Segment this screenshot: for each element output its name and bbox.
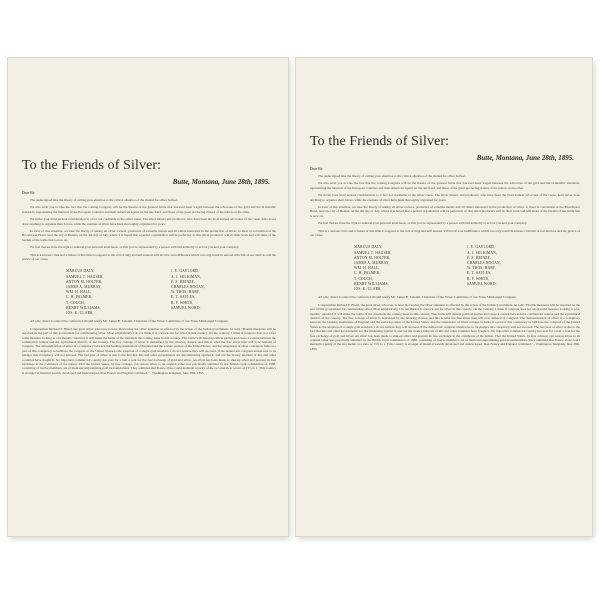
salutation: Dear Sir: xyxy=(22,191,36,195)
signer-name: W. THOS. HART, xyxy=(171,290,200,295)
paragraph: We invite your most serious consideration to a fact not creditable to the silver cause. The silver miners and producers, who have been the most earnest advocates of the cause, have never done anything to organize their forces, while the enemies of silver have been thoroughly organized for years. xyxy=(22,217,276,226)
signer-name: MARCUS DALY, xyxy=(66,269,95,274)
signer-name: SAMUEL T. HAUSER, xyxy=(354,250,392,255)
telegram-quote: Congressman Richard P. Bland, the great silver advocate, is here. Reviewing the silver situation as affected by the action of the Indian government, he said: "Hostile measures will be required on the part of this government for commanding silver. Most emphatically I do not think it is a knock-out for silver in this country. On the contrary, I think if congress does not adopt some measure looking to a bi-metallic standard, it will make the battle of the standards the coming issue in this country. This battle will disrupt political parties and cause a contest between the commercial centers and the agricultural districts of the country. The free coinage of silver is demanded by the laboring classes, and this is what the free silver men will now demand of congress. The demonetization of silver is a conspiracy between the banking institutions of England and the eastern portion of the United States, and the suspension of silver coinage in India is a part of this conspiracy to bulldoze the congress of the United States to the adoption of a single gold standard. I do not believe they will succeed. If the democratic congress stands true to its pledges this conspiracy will not succeed. The last year of silver is due to the fact that this and other governments are discriminating against it, and not the money interests of this and other countries have fought it. No important commercial country has ever for a half a cent for the free exchange of gold and silver. An effort has been made to shut up silver and prevent its free exchange in the commerce of the nation. That the United States, by free coinage, can restore silver to its original value was practically admitted by the British royal commission of 1888, consisting of twelve members, six of them uncompromising gold monometallists. They admitted that France alone could maintain a parity of the two metals at a ratio of 15½ to 1. This country is stronger in material wealth, developed and undeveloped, than France and England combined." - Washington Telegram, June 28th, 1895. xyxy=(310,302,580,351)
signer-name: JAMES A. MURRAY, xyxy=(354,261,390,266)
signer-name: T. COUCH, xyxy=(354,276,374,281)
dateline: Butte, Montana, June 28th, 1895. xyxy=(476,154,574,162)
dateline: Butte, Montana, June 28th, 1895. xyxy=(172,178,270,186)
paragraph: We invite your most serious consideration to a fact not creditable to the silver cause. The silver miners and producers, who have been the most earnest advocates of the cause, have never done anything to organize their forces, while the enemies of silver have been thoroughly organized for years. xyxy=(310,193,580,202)
signer-name: R. F. WHITE, xyxy=(171,300,194,305)
paragraph: We also wish you to take the fact that the coming Congress will be the theatre of the greatest battle that has ever been waged between the advocates of the gold and the bi-metallic standards, representing the interests of the European countries and their American agents on the one hand, and those of the great producing classes of the nation on the other. xyxy=(310,181,580,190)
signer-name: JAMES A. MURRAY, xyxy=(66,285,102,290)
signer-name: ANTON M. HOLTER, xyxy=(354,255,391,260)
letter-sheet-right xyxy=(296,58,592,536)
signer-list xyxy=(354,245,580,292)
signer-name: WM. H. HALL, xyxy=(354,266,380,271)
letter-sheet-left xyxy=(8,58,288,536)
signer-name: WM. H. HALL, xyxy=(66,290,92,295)
telegram-quote: Congressman Richard P. Bland, the great silver advocate, is here. Reviewing the silver situation as affected by the action of the Indian government, he said: "Hostile measures will be required on the part of this government for commanding silver. Most emphatically I do not think it is a knock-out for silver in this country. On the contrary, I think if congress does not adopt some measure looking to a bi-metallic standard, it will make the battle of the standards the coming issue in this country. This battle will disrupt political parties and cause a contest between the commercial centers and the agricultural districts of the country. The free coinage of silver is demanded by the laboring classes, and this is what the free silver men will now demand of congress. The demonetization of silver is a conspiracy between the banking institutions of England and the eastern portion of the United States, and the suspension of silver coinage in India is a part of this conspiracy to bulldoze the congress of the United States to the adoption of a single gold standard. I do not believe they will succeed. If the democratic congress stands true to its pledges this conspiracy will not succeed. The last year of silver is due to the fact that this and other governments are discriminating against it, and not the money interests of this and other countries have fought it. No important commercial country has ever for a half a cent for the free exchange of gold and silver. An effort has been made to shut up silver and prevent its free exchange in the commerce of the nation. That the United States, by free coinage, can restore silver to its original value was practically admitted by the British royal commission of 1888, consisting of twelve members, six of them uncompromising gold monometallists. They admitted that France alone could maintain a parity of the two metals at a ratio of 15½ to 1. This country is stronger in material wealth, developed and undeveloped, than France and England combined." - Washington Telegram, June 28th, 1895. xyxy=(22,326,277,375)
convention-note: All who desire to attend the conference should notify Mr. James B. Leleigh, Chairman of the Silver Committee of the Trans-Mississippi Congress. xyxy=(318,295,517,300)
signer-name: W. THOS. HART, xyxy=(467,266,496,271)
paragraph: We also wish you to take the fact that the coming Congress will be the theatre of the greatest battle that has ever been waged between the advocates of the gold and the bi-metallic standards, representing the interests of the European countries and their American agents on the one hand, and those of the great producing classes of the nation on the other. xyxy=(22,205,276,214)
paragraph: The undersigned take the liberty of calling your attention to the critical situation of the market for silver bullion. xyxy=(318,174,466,178)
letter-body xyxy=(310,58,580,536)
paragraph: We feel that we have the right to demand your personal attendance, or that you be represented by a person with full authority to act for you and your company. xyxy=(30,245,240,250)
paragraph: We feel that we have the right to demand your personal attendance, or that you be represented by a person with full authority to act for you and your company. xyxy=(318,221,528,226)
letter-body xyxy=(22,58,276,536)
signer-name: J. E. GAYLORD, xyxy=(467,245,496,250)
paragraph: In view of this situation, we take the liberty of asking all silver owners, producers of valuable metals and all others interested in the production of silver, to meet in convention at the Broadwater Hotel, near the city of Helena, on the 4th day of July, where it is hoped that a perfect organization will be perfected, so that silver producers will do their work and will share of the burden of the battle that is now on. xyxy=(22,229,276,242)
signer-name: ANTON M. HOLTER, xyxy=(66,279,103,284)
signer-name: C. H. PALMER, xyxy=(354,271,381,276)
signer-name: SAMUEL WORD. xyxy=(467,281,497,286)
signer-name: CHARLES HOGAN, xyxy=(467,261,501,266)
signer-name: F. A. HEINZE, xyxy=(171,279,196,284)
signer-name: CHARLES HOGAN, xyxy=(171,285,205,290)
signer-name: A. J. SELIGMAN, xyxy=(171,274,202,279)
signer-name: JOS. K. CLARK. xyxy=(354,287,383,292)
paragraph: This is a serious crisis and a failure at this time to respond to the call of duty and self-interest will involve an indifference which can only result in serious criticism of our motives and the justice of our cause. xyxy=(310,228,580,238)
letter-title: To the Friends of Silver: xyxy=(22,158,162,173)
signer-name: C. H. PALMER, xyxy=(66,295,93,300)
salutation: Dear Sir: xyxy=(310,167,324,171)
signer-list xyxy=(66,269,276,316)
paragraph: The undersigned take the liberty of calling your attention to the critical situation of the market for silver bullion. xyxy=(30,198,178,202)
paragraph: In view of this situation, we take the liberty of asking all silver owners, producers of valuable metals and all others interested in the production of silver, to meet in convention at the Broadwater Hotel, near the city of Helena, on the 4th day of July, where it is hoped that a perfect organization will be perfected, so that silver producers will do their work and will share of the burden of the battle that is now on. xyxy=(310,205,580,218)
signer-name: J. E. GAYLORD, xyxy=(171,269,200,274)
paragraph: This is a serious crisis and a failure at this time to respond to the call of duty and self-interest will involve an indifference which can only result in serious criticism of our motives and the justice of our cause. xyxy=(22,252,276,262)
signer-empty xyxy=(467,287,580,292)
signer-name: HENRY WILLIAMS, xyxy=(354,281,389,286)
signer-name: A. J. SELIGMAN, xyxy=(467,250,498,255)
signer-name: SAMUEL WORD. xyxy=(171,305,201,310)
signer-name: R. F. WHITE, xyxy=(467,276,490,281)
signer-name: JOS. K. CLARK. xyxy=(66,311,95,316)
signer-empty xyxy=(171,311,276,316)
signer-name: F. A. HEINZE, xyxy=(467,255,492,260)
signer-name: MARCUS DALY, xyxy=(354,245,383,250)
convention-note: All who desire to attend the conference should notify Mr. James B. Leleigh, Chairman of the Silver Committee of the Trans-Mississippi Congress. xyxy=(30,319,229,324)
signer-name: HENRY WILLIAMS, xyxy=(66,305,101,310)
signer-name: E. T. SAYLES, xyxy=(467,271,492,276)
letter-title: To the Friends of Silver: xyxy=(310,134,450,149)
signer-name: E. T. SAYLES, xyxy=(171,295,196,300)
signer-name: T. COUCH, xyxy=(66,300,86,305)
signer-name: SAMUEL T. HAUSER, xyxy=(66,274,104,279)
